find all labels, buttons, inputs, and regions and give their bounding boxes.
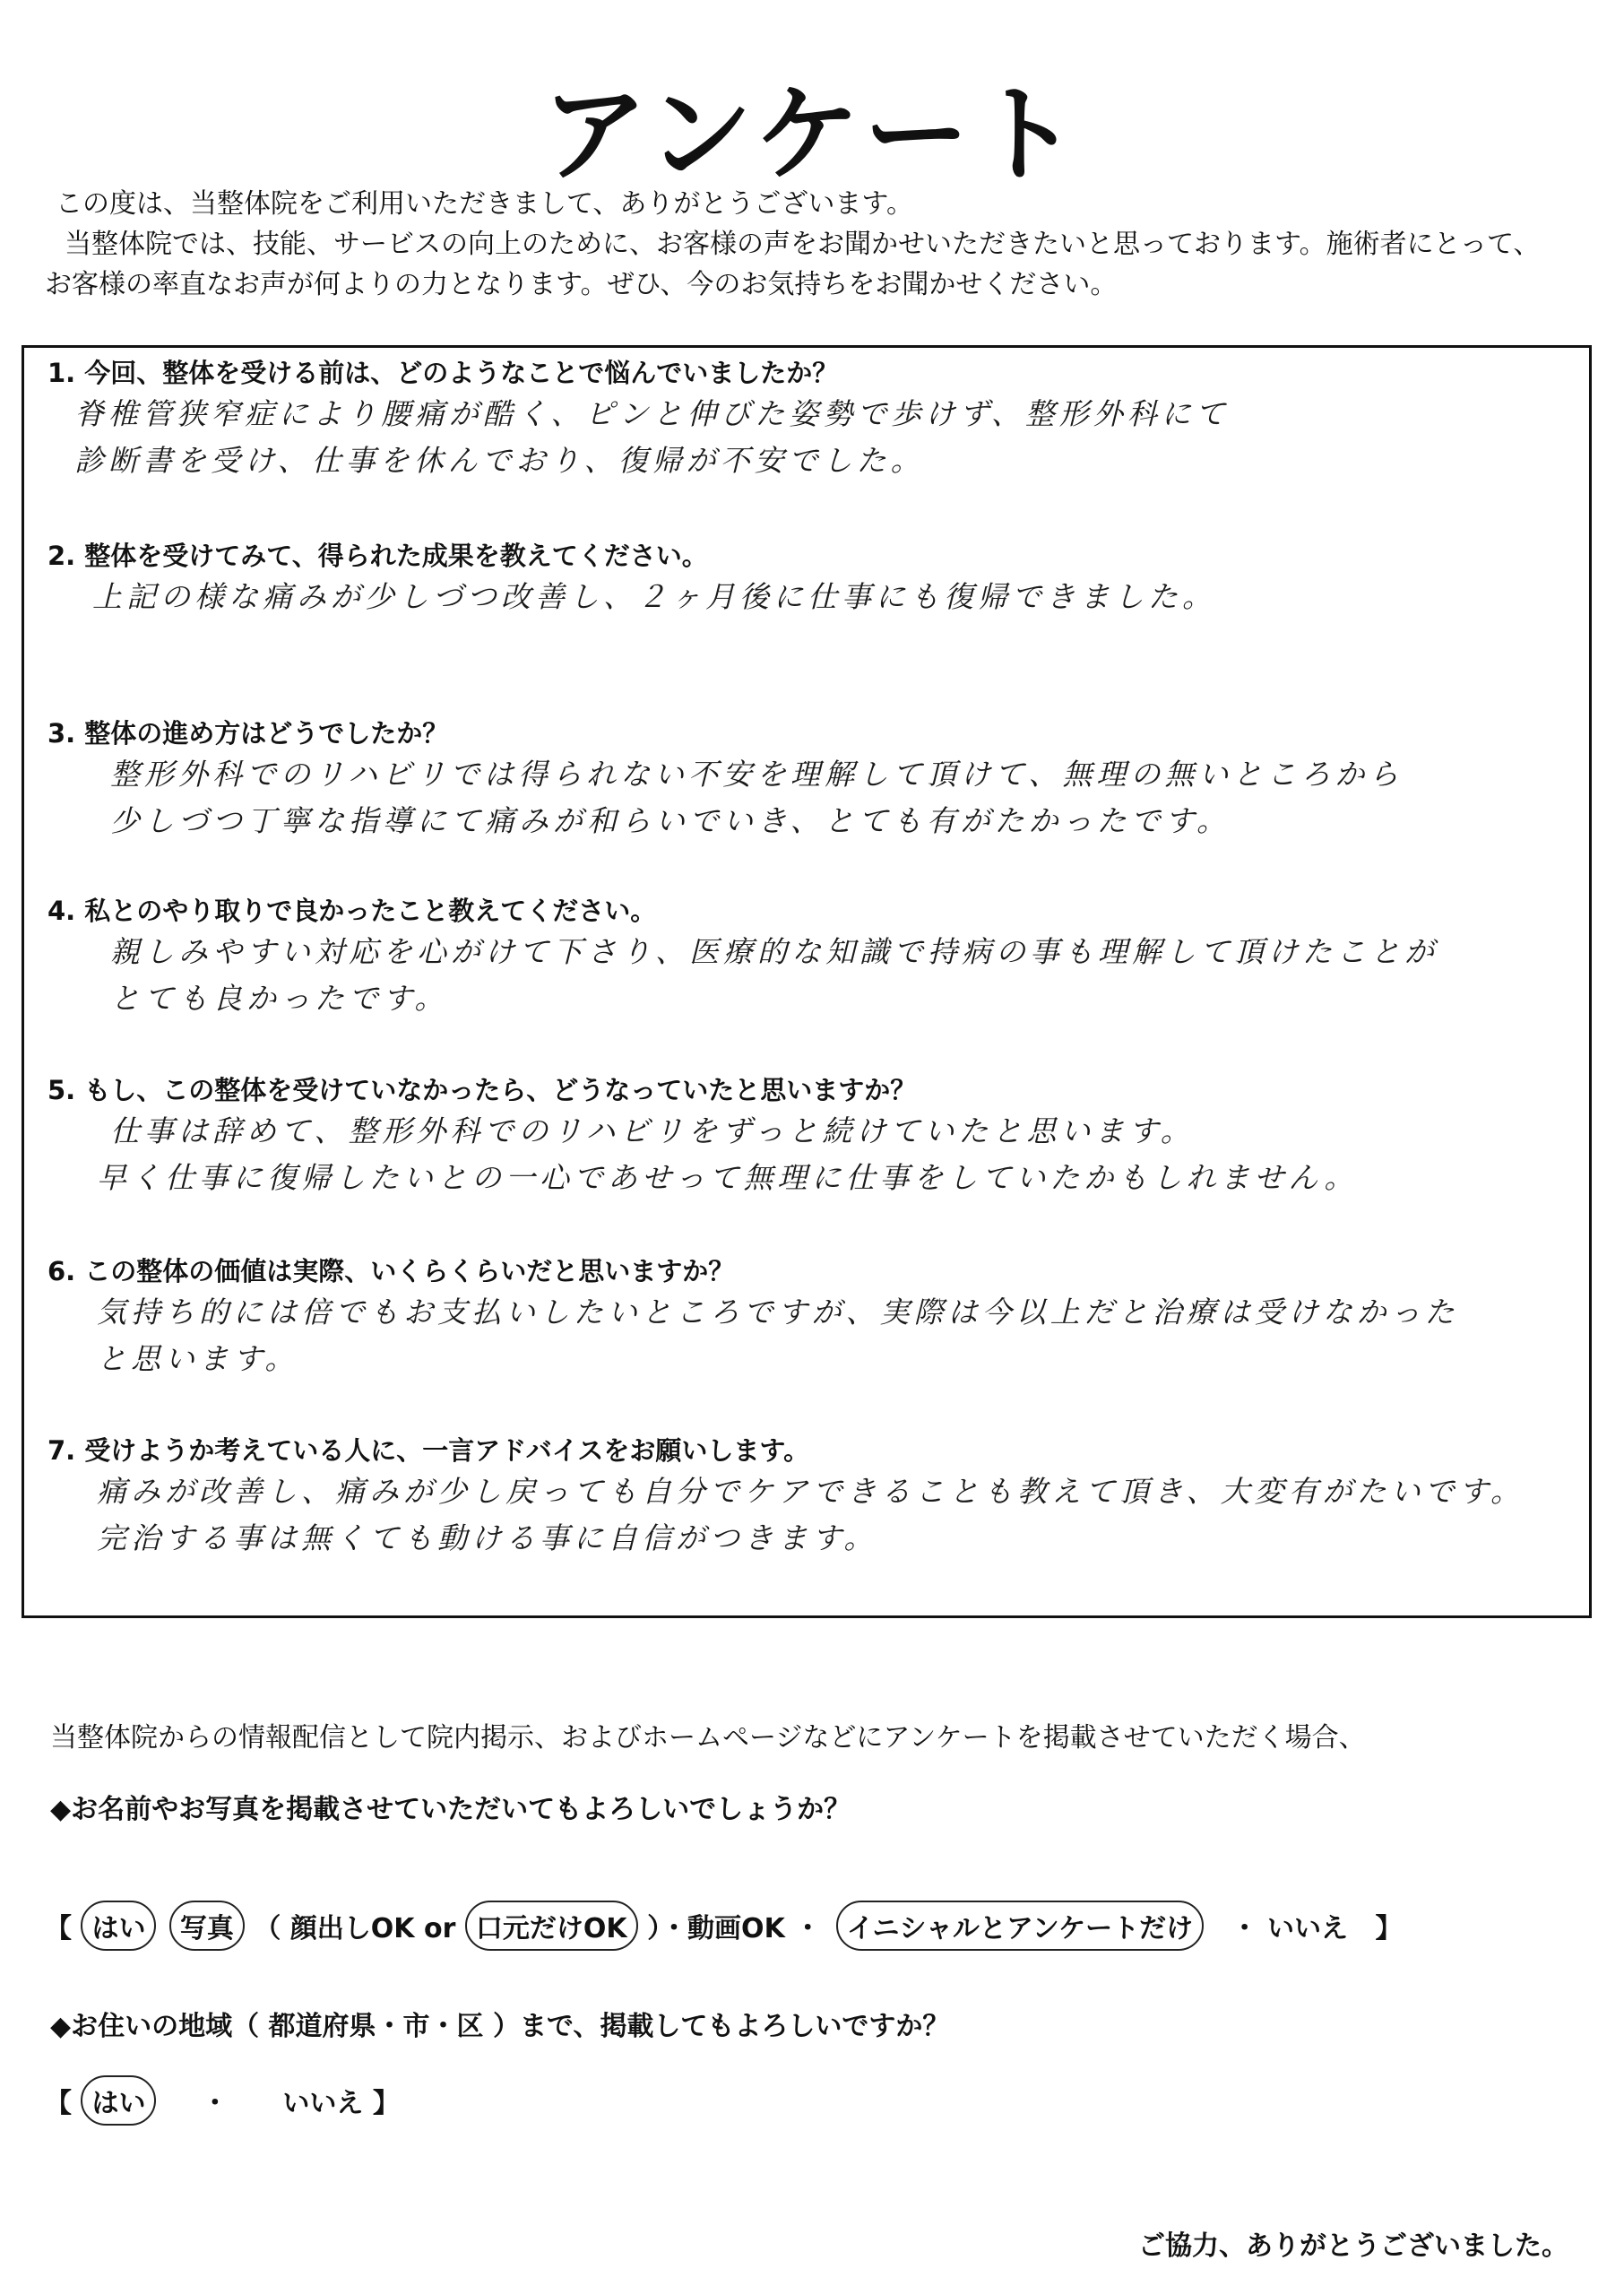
handwritten-answer-line: 上記の様な痛みが少しづつ改善し、２ヶ月後に仕事にも復帰できました。 — [92, 579, 1216, 614]
photo-permission-question: ◆お名前やお写真を掲載させていただいてもよろしいでしょうか？ — [50, 1794, 851, 1825]
photo-permission-choices — [45, 1901, 1402, 1951]
bracket-open: 【 — [45, 2088, 72, 2119]
question-6 — [48, 1253, 1571, 1382]
option-yes-circled[interactable]: はい — [81, 1901, 156, 1951]
handwritten-answer-line: 整形外科でのリハビリでは得られない不安を理解して頂けて、無理の無いところから — [110, 757, 1404, 792]
intro-line: お客様の率直なお声が何よりの力となります。ぜひ、今のお気持ちをお聞かせください。 — [45, 269, 1118, 300]
question-7 — [48, 1433, 1571, 1562]
separator: ・ — [201, 2088, 229, 2119]
page-title: アンケート — [541, 72, 1083, 196]
question-4 — [48, 893, 1571, 1022]
question-2 — [48, 538, 1571, 620]
publish-note: 当整体院からの情報配信として院内掲示、およびホームページなどにアンケートを掲載させていただく場合、 — [50, 1722, 1366, 1754]
handwritten-answer-line: 少しづつ丁寧な指導にて痛みが和らいでいき、とても有がたかったです。 — [110, 803, 1231, 838]
handwritten-answer-line: とても良かったです。 — [110, 981, 449, 1016]
intro-line: この度は、当整体院をご利用いただきまして、ありがとうございます。 — [56, 188, 913, 220]
bracket-close: 】 — [372, 2088, 400, 2119]
area-permission-question: ◆お住いの地域（ 都道府県・市・区 ）まで、掲載してもよろしいですか？ — [50, 2011, 950, 2042]
question-label: 3. 整体の進め方はどうでしたか？ — [48, 718, 449, 749]
handwritten-answer-line: 脊椎管狭窄症により腰痛が酷く、ピンと伸びた姿勢で歩けず、整形外科にて — [74, 396, 1230, 431]
handwritten-answer-line: 診断書を受け、仕事を休んでおり、復帰が不安でした。 — [74, 443, 925, 478]
option-initial-circled[interactable]: イニシャルとアンケートだけ — [836, 1901, 1204, 1951]
option-mouth-only-circled[interactable]: 口元だけOK — [465, 1901, 638, 1951]
area-permission-choices — [45, 2075, 400, 2126]
question-label: 6. この整体の価値は実際、いくらくらいだと思いますか？ — [48, 1256, 735, 1286]
question-label: 1. 今回、整体を受ける前は、どのようなことで悩んでいましたか？ — [48, 358, 839, 388]
handwritten-answer-line: 親しみやすい対応を心がけて下さり、医療的な知識で持病の事も理解して頂けたことが — [110, 934, 1438, 969]
bracket-close: 】 — [1375, 1913, 1403, 1944]
handwritten-answer-line: と思います。 — [97, 1341, 299, 1376]
option-photo-circled[interactable]: 写真 — [169, 1901, 245, 1951]
option-no[interactable]: いいえ — [282, 2088, 364, 2119]
handwritten-answer-line: 仕事は辞めて、整形外科でのリハビリをずっと続けていたと思います。 — [110, 1113, 1195, 1148]
option-text: ）・動画OK ・ — [647, 1913, 822, 1944]
option-no[interactable]: ・ いいえ — [1231, 1913, 1349, 1944]
question-label: 2. 整体を受けてみて、得られた成果を教えてください。 — [48, 541, 708, 571]
question-label: 7. 受けようか考えている人に、一言アドバイスをお願いします。 — [48, 1435, 810, 1466]
intro-line: 当整体院では、技能、サービスの向上のために、お客様の声をお聞かせいただきたいと思っております。施術者にとって、 — [65, 229, 1541, 260]
handwritten-answer-line: 痛みが改善し、痛みが少し戻っても自分でケアできることも教えて頂き、大変有がたいです。 — [97, 1474, 1525, 1509]
question-label: 4. 私とのやり取りで良かったこと教えてください。 — [48, 896, 657, 926]
handwritten-answer-line: 早く仕事に復帰したいとの一心であせって無理に仕事をしていたかもしれません。 — [97, 1160, 1359, 1195]
question-1 — [48, 355, 1571, 484]
option-text: （ 顔出しOK or — [254, 1913, 456, 1944]
intro-text — [45, 184, 1579, 305]
option-yes-circled[interactable]: はい — [81, 2075, 156, 2126]
question-3 — [48, 715, 1571, 844]
handwritten-answer-line: 気持ち的には倍でもお支払いしたいところですが、実際は今以上だと治療は受けなかった — [97, 1295, 1459, 1329]
question-label: 5. もし、この整体を受けていなかったら、どうなっていたと思いますか？ — [48, 1075, 917, 1105]
bracket-open: 【 — [45, 1913, 72, 1944]
handwritten-answer-line: 完治する事は無くても動ける事に自信がつきます。 — [97, 1520, 878, 1555]
questions-box — [22, 345, 1592, 1618]
question-5 — [48, 1072, 1571, 1201]
thanks-text: ご協力、ありがとうございました。 — [1138, 2230, 1568, 2262]
